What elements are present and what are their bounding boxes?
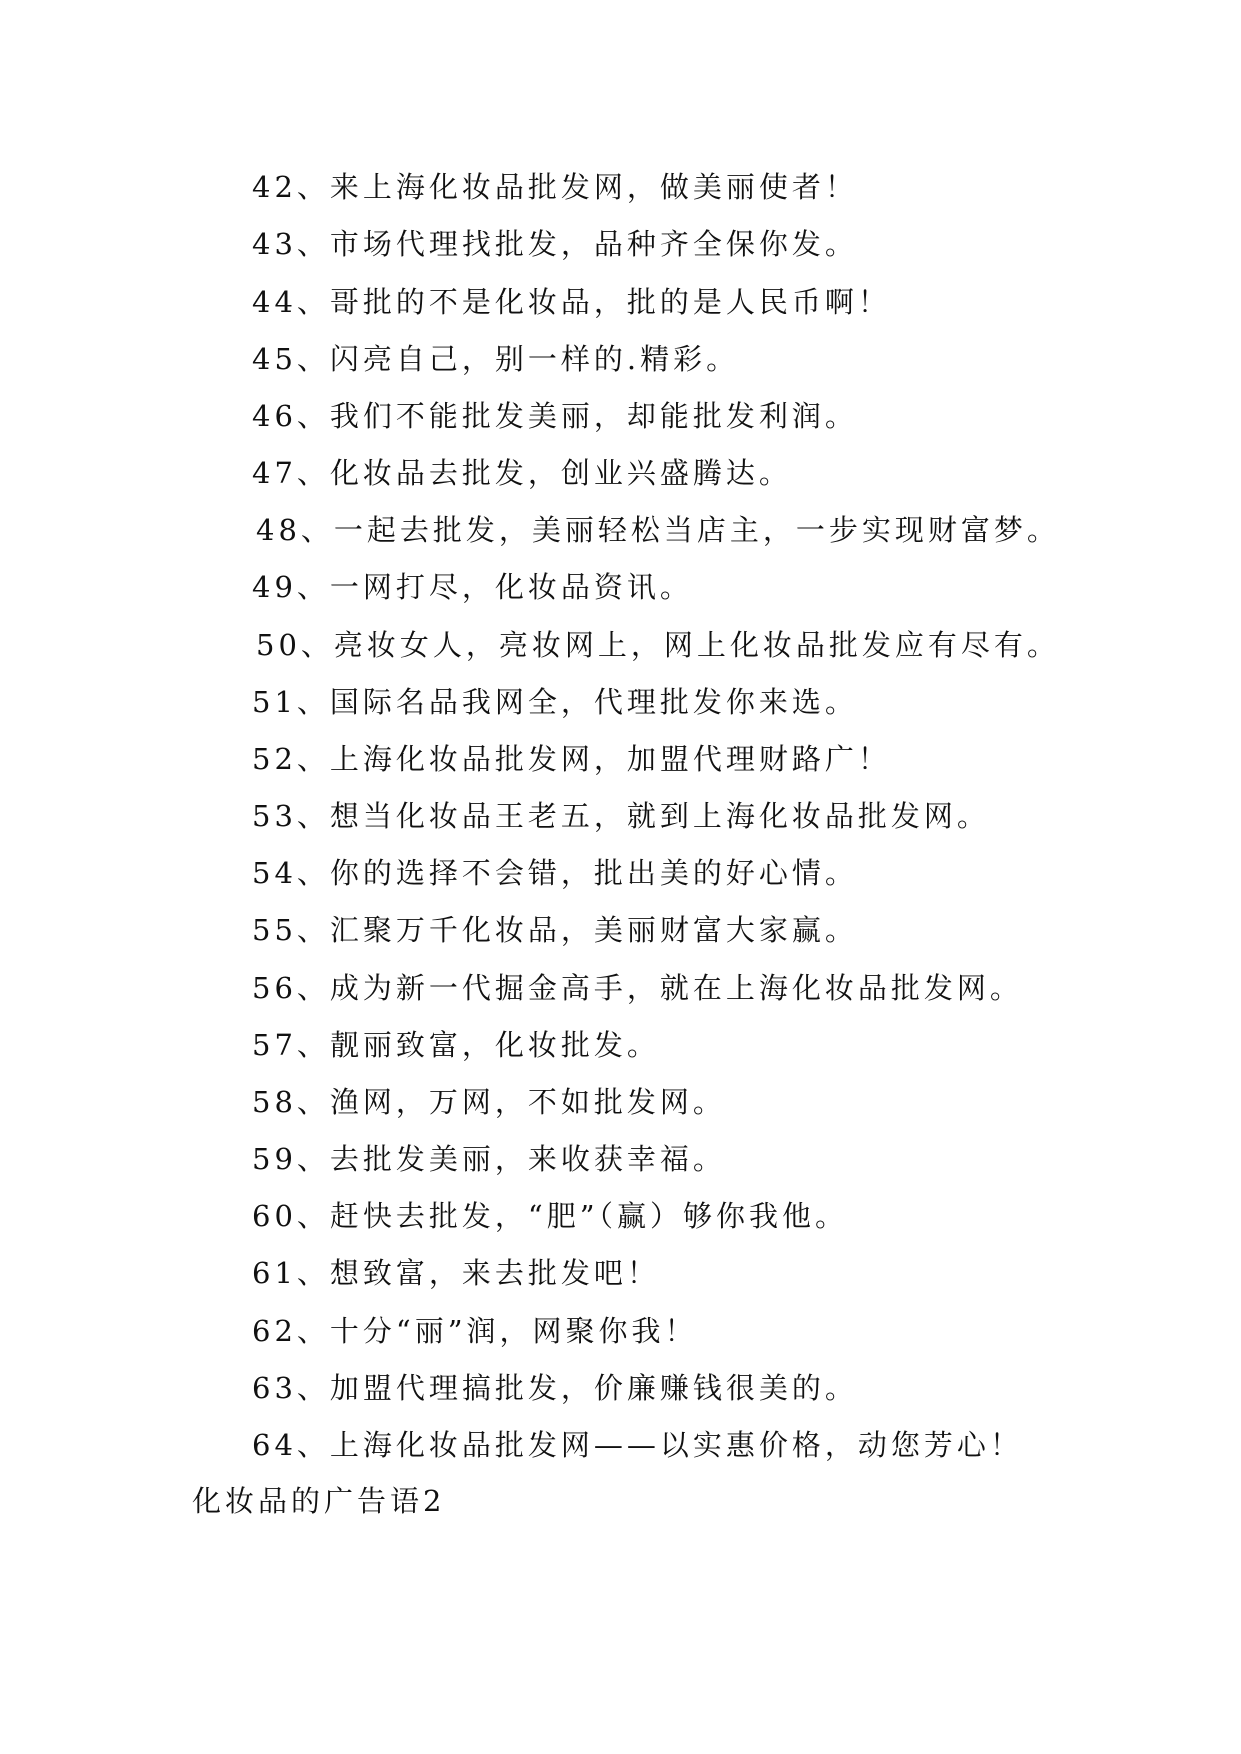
list-item: 45、闪亮自己，别一样的.精彩。 <box>252 342 740 376</box>
list-item: 59、去批发美丽，来收获幸福。 <box>252 1142 726 1176</box>
section-heading: 化妆品的广告语2 <box>192 1484 446 1518</box>
list-item: 55、汇聚万千化妆品，美丽财富大家赢。 <box>252 913 858 947</box>
list-item: 44、哥批的不是化妆品，批的是人民币啊！ <box>252 285 891 319</box>
list-item: 43、市场代理找批发，品种齐全保你发。 <box>252 227 858 261</box>
list-item: 42、来上海化妆品批发网，做美丽使者！ <box>252 170 858 204</box>
list-item: 56、成为新一代掘金高手，就在上海化妆品批发网。 <box>252 971 1023 1005</box>
list-item: 52、上海化妆品批发网，加盟代理财路广！ <box>252 742 891 776</box>
list-item: 50、亮妆女人，亮妆网上，网上化妆品批发应有尽有。 <box>256 628 1060 662</box>
list-item: 63、加盟代理搞批发，价廉赚钱很美的。 <box>252 1371 858 1405</box>
list-item: 54、你的选择不会错，批出美的好心情。 <box>252 856 858 890</box>
list-item: 61、想致富，来去批发吧！ <box>252 1256 660 1290</box>
list-item: 51、国际名品我网全，代理批发你来选。 <box>252 685 858 719</box>
list-item: 62、十分“丽”润，网聚你我！ <box>252 1314 698 1348</box>
list-item: 64、上海化妆品批发网——以实惠价格，动您芳心！ <box>252 1428 1023 1462</box>
list-item: 48、一起去批发，美丽轻松当店主，一步实现财富梦。 <box>256 513 1060 547</box>
list-item: 53、想当化妆品王老五，就到上海化妆品批发网。 <box>252 799 990 833</box>
list-item: 57、靓丽致富，化妆批发。 <box>252 1028 660 1062</box>
list-item: 60、赶快去批发，“肥”（赢）够你我他。 <box>252 1199 849 1233</box>
list-item: 58、渔网，万网，不如批发网。 <box>252 1085 726 1119</box>
list-item: 47、化妆品去批发，创业兴盛腾达。 <box>252 456 792 490</box>
list-item: 49、一网打尽，化妆品资讯。 <box>252 570 693 604</box>
list-item: 46、我们不能批发美丽，却能批发利润。 <box>252 399 858 433</box>
